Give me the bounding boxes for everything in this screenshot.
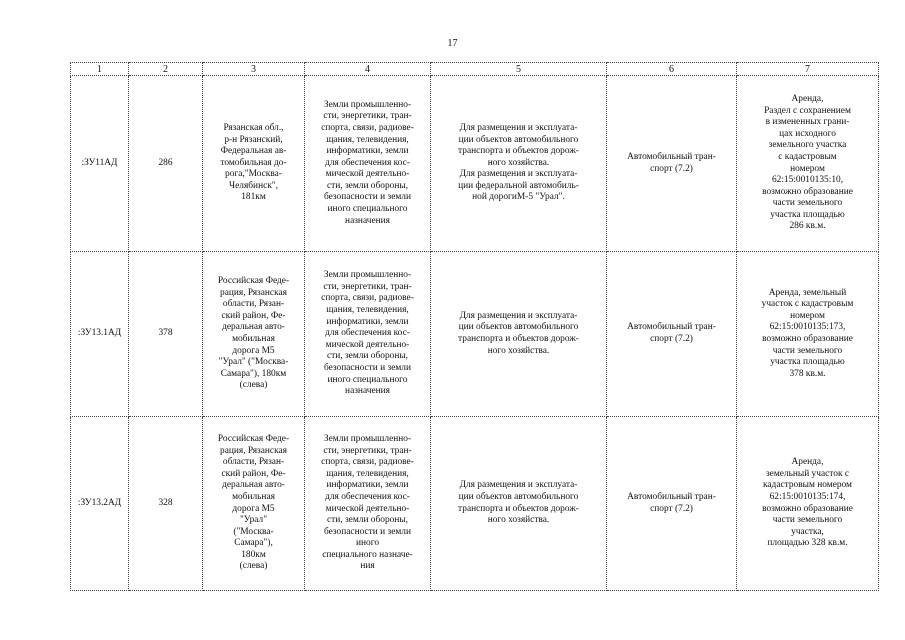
purpose-cell: Для размещения и эксплуата- ции объектов автомобильного транспорта и объектов дорож- ного хозяйства. Для размещения и эксплуата- ции федеральной автомобиль- ной дорогиМ-5 "Урал". xyxy=(431,76,607,252)
column-header: 3 xyxy=(203,63,305,76)
column-header: 1 xyxy=(71,63,129,76)
permitted-use-cell: Автомобильный тран- спорт (7.2) xyxy=(607,252,737,417)
land-category-cell: Земли промышленно- сти, энергетики, тран- спорта, связи, радиове- щания, телевидения, информатики, земли для обеспечения кос- мической деятельно- сти, земли обороны, безопасности и земли иного специального назначе- ния xyxy=(305,417,431,591)
purpose-cell: Для размещения и эксплуата- ции объектов автомобильного транспорта и объектов дорож- ного хозяйства. xyxy=(431,252,607,417)
plot-id-cell: :ЗУ13.1АД xyxy=(71,252,129,417)
area-cell: 328 xyxy=(129,417,203,591)
permitted-use-cell: Автомобильный тран- спорт (7.2) xyxy=(607,76,737,252)
column-header: 5 xyxy=(431,63,607,76)
permitted-use-cell: Автомобильный тран- спорт (7.2) xyxy=(607,417,737,591)
area-cell: 286 xyxy=(129,76,203,252)
area-cell: 378 xyxy=(129,252,203,417)
plot-id-cell: :ЗУ11АД xyxy=(71,76,129,252)
plot-id-cell: :ЗУ13.2АД xyxy=(71,417,129,591)
location-cell: Рязанская обл., р-н Рязанский, Федеральная ав- томобильная до- рога,"Москва- Челябинск", 181км xyxy=(203,76,305,252)
location-cell: Российская Феде- рация, Рязанская области, Рязан- ский район, Фе- деральная авто- мобильная дорога М5 "Урал" ("Москва- Самара"), 180км (слева) xyxy=(203,252,305,417)
rights-cell: Аренда, Раздел с сохранением в измененных грани- цах исходного земельного участка с кадастровым номером 62:15:0010135:10, возможно образование части земельного участка площадью 286 кв.м. xyxy=(737,76,879,252)
table-row xyxy=(71,76,879,252)
column-header: 4 xyxy=(305,63,431,76)
land-category-cell: Земли промышленно- сти, энергетики, тран- спорта, связи, радиове- щания, телевидения, информатики, земли для обеспечения кос- мической деятельно- сти, земли обороны, безопасности и земли иного специального назначения xyxy=(305,252,431,417)
table-row xyxy=(71,252,879,417)
column-header: 2 xyxy=(129,63,203,76)
page-number: 17 xyxy=(447,38,458,49)
location-cell: Российская Феде- рация, Рязанская области, Рязан- ский район, Фе- деральная авто- мобильная дорога М5 "Урал" ("Москва- Самара"), 180км (слева) xyxy=(203,417,305,591)
table-header-row xyxy=(71,63,879,76)
rights-cell: Аренда, земельный участок с кадастровым номером 62:15:0010135:173, возможно образование части земельного участка площадью 378 кв.м. xyxy=(737,252,879,417)
column-header: 6 xyxy=(607,63,737,76)
land-category-cell: Земли промышленно- сти, энергетики, тран- спорта, связи, радиове- щания, телевидения, информатики, земли для обеспечения кос- мической деятельно- сти, земли обороны, безопасности и земли иного специального назначения xyxy=(305,76,431,252)
purpose-cell: Для размещения и эксплуата- ции объектов автомобильного транспорта и объектов дорож- ного хозяйства. xyxy=(431,417,607,591)
column-header: 7 xyxy=(737,63,879,76)
table-row xyxy=(71,417,879,591)
rights-cell: Аренда, земельный участок с кадастровым номером 62:15:0010135:174, возможно образование части земельного участка, площадью 328 кв.м. xyxy=(737,417,879,591)
land-plots-table xyxy=(70,62,879,591)
